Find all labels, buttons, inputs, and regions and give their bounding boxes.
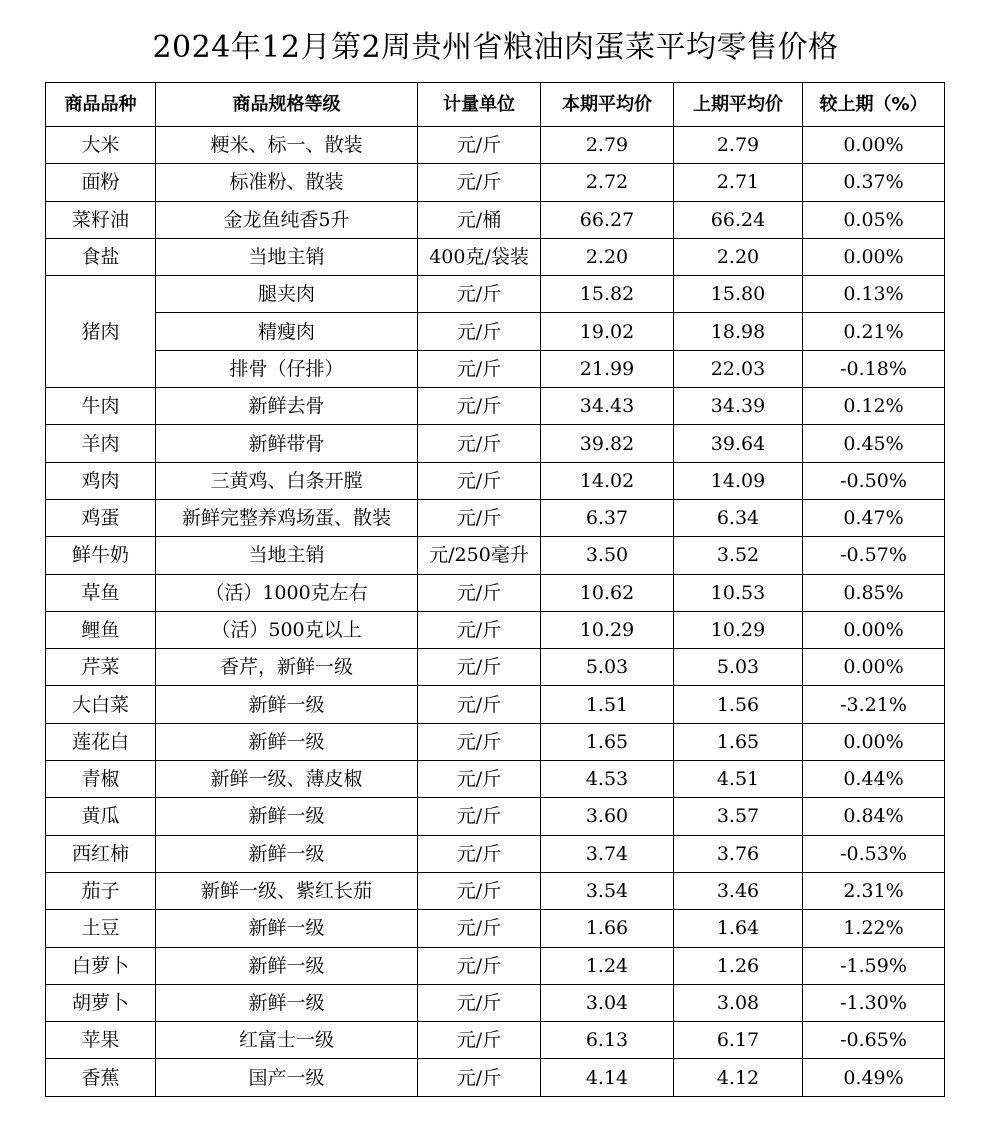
table-row <box>46 537 945 574</box>
cell-spec: 排骨（仔排） <box>156 350 418 387</box>
table-row <box>46 350 945 387</box>
table-row <box>46 499 945 536</box>
table-row <box>46 127 945 164</box>
cell-current-price: 14.02 <box>541 462 674 499</box>
cell-unit: 元/斤 <box>418 499 541 536</box>
cell-current-price: 10.29 <box>541 611 674 648</box>
cell-current-price: 3.60 <box>541 798 674 835</box>
table-row <box>46 761 945 798</box>
cell-spec: 新鲜一级、紫红长茄 <box>156 872 418 909</box>
cell-spec: 红富士一级 <box>156 1022 418 1059</box>
cell-spec: 精瘦肉 <box>156 313 418 350</box>
page-title: 2024年12月第2周贵州省粮油肉蛋菜平均零售价格 <box>152 30 839 65</box>
cell-unit: 元/斤 <box>418 1059 541 1096</box>
cell-current-price: 66.27 <box>541 201 674 238</box>
cell-current-price: 4.14 <box>541 1059 674 1096</box>
cell-spec: 新鲜去骨 <box>156 388 418 425</box>
cell-previous-price: 6.17 <box>674 1022 803 1059</box>
cell-previous-price: 2.79 <box>674 127 803 164</box>
cell-unit: 元/斤 <box>418 686 541 723</box>
table-row <box>46 164 945 201</box>
cell-unit: 元/斤 <box>418 1022 541 1059</box>
cell-spec: 新鲜带骨 <box>156 425 418 462</box>
table-row <box>46 388 945 425</box>
cell-previous-price: 10.53 <box>674 574 803 611</box>
cell-change: 0.00% <box>803 127 945 164</box>
cell-previous-price: 3.57 <box>674 798 803 835</box>
cell-previous-price: 2.20 <box>674 238 803 275</box>
cell-change: 0.44% <box>803 761 945 798</box>
header-row <box>46 83 945 127</box>
cell-product: 苹果 <box>46 1022 156 1059</box>
cell-previous-price: 15.80 <box>674 276 803 313</box>
cell-change: 0.13% <box>803 276 945 313</box>
cell-change: 1.22% <box>803 910 945 947</box>
table-row <box>46 201 945 238</box>
cell-previous-price: 1.56 <box>674 686 803 723</box>
cell-change: 0.37% <box>803 164 945 201</box>
cell-change: 0.00% <box>803 611 945 648</box>
cell-previous-price: 4.51 <box>674 761 803 798</box>
cell-product: 胡萝卜 <box>46 984 156 1021</box>
cell-change: -0.50% <box>803 462 945 499</box>
cell-unit: 元/250毫升 <box>418 537 541 574</box>
cell-current-price: 21.99 <box>541 350 674 387</box>
cell-spec: 新鲜一级 <box>156 984 418 1021</box>
cell-previous-price: 4.12 <box>674 1059 803 1096</box>
cell-current-price: 19.02 <box>541 313 674 350</box>
cell-previous-price: 34.39 <box>674 388 803 425</box>
cell-change: 0.00% <box>803 649 945 686</box>
cell-product: 茄子 <box>46 872 156 909</box>
cell-unit: 元/斤 <box>418 835 541 872</box>
cell-change: -0.18% <box>803 350 945 387</box>
cell-unit: 元/斤 <box>418 127 541 164</box>
cell-product: 面粉 <box>46 164 156 201</box>
cell-current-price: 3.54 <box>541 872 674 909</box>
cell-spec: 新鲜一级 <box>156 947 418 984</box>
cell-unit: 元/斤 <box>418 388 541 425</box>
table-row <box>46 910 945 947</box>
cell-spec: 当地主销 <box>156 238 418 275</box>
header-change: 较上期（%） <box>803 83 945 127</box>
cell-change: 0.05% <box>803 201 945 238</box>
cell-change: 0.00% <box>803 238 945 275</box>
table-row <box>46 574 945 611</box>
cell-current-price: 1.65 <box>541 723 674 760</box>
cell-change: -0.65% <box>803 1022 945 1059</box>
cell-current-price: 5.03 <box>541 649 674 686</box>
table-body <box>46 127 945 1097</box>
table-row <box>46 835 945 872</box>
cell-product: 黄瓜 <box>46 798 156 835</box>
cell-current-price: 4.53 <box>541 761 674 798</box>
cell-change: 0.21% <box>803 313 945 350</box>
cell-current-price: 3.74 <box>541 835 674 872</box>
table-row <box>46 276 945 313</box>
cell-spec: 新鲜一级 <box>156 686 418 723</box>
cell-spec: 新鲜一级 <box>156 835 418 872</box>
cell-spec: （活）1000克左右 <box>156 574 418 611</box>
table-row <box>46 649 945 686</box>
cell-current-price: 2.72 <box>541 164 674 201</box>
cell-product: 大白菜 <box>46 686 156 723</box>
cell-unit: 元/桶 <box>418 201 541 238</box>
cell-unit: 元/斤 <box>418 164 541 201</box>
cell-spec: 新鲜一级、薄皮椒 <box>156 761 418 798</box>
cell-product: 鸡肉 <box>46 462 156 499</box>
cell-product: 大米 <box>46 127 156 164</box>
cell-unit: 元/斤 <box>418 611 541 648</box>
cell-change: -0.57% <box>803 537 945 574</box>
cell-unit: 元/斤 <box>418 350 541 387</box>
table-row <box>46 611 945 648</box>
header-spec: 商品规格等级 <box>156 83 418 127</box>
table-row <box>46 1059 945 1096</box>
cell-product: 牛肉 <box>46 388 156 425</box>
cell-unit: 元/斤 <box>418 276 541 313</box>
cell-change: 0.12% <box>803 388 945 425</box>
cell-spec: 腿夹肉 <box>156 276 418 313</box>
cell-unit: 元/斤 <box>418 574 541 611</box>
cell-previous-price: 1.65 <box>674 723 803 760</box>
cell-previous-price: 1.64 <box>674 910 803 947</box>
cell-product: 莲花白 <box>46 723 156 760</box>
cell-spec: 当地主销 <box>156 537 418 574</box>
header-unit: 计量单位 <box>418 83 541 127</box>
cell-unit: 元/斤 <box>418 723 541 760</box>
cell-previous-price: 14.09 <box>674 462 803 499</box>
header-current-price: 本期平均价 <box>541 83 674 127</box>
cell-spec: 新鲜一级 <box>156 723 418 760</box>
price-table <box>45 82 945 1097</box>
table-row <box>46 1022 945 1059</box>
cell-spec: 新鲜一级 <box>156 798 418 835</box>
cell-product: 猪肉 <box>46 276 156 388</box>
cell-change: -1.59% <box>803 947 945 984</box>
cell-spec: 新鲜一级 <box>156 910 418 947</box>
cell-change: 0.84% <box>803 798 945 835</box>
cell-previous-price: 66.24 <box>674 201 803 238</box>
table-row <box>46 723 945 760</box>
cell-unit: 元/斤 <box>418 872 541 909</box>
cell-product: 菜籽油 <box>46 201 156 238</box>
cell-previous-price: 3.76 <box>674 835 803 872</box>
cell-change: 0.45% <box>803 425 945 462</box>
cell-product: 白萝卜 <box>46 947 156 984</box>
cell-current-price: 2.20 <box>541 238 674 275</box>
table-row <box>46 686 945 723</box>
cell-change: 0.00% <box>803 723 945 760</box>
cell-previous-price: 39.64 <box>674 425 803 462</box>
cell-unit: 元/斤 <box>418 649 541 686</box>
cell-unit: 元/斤 <box>418 425 541 462</box>
cell-current-price: 39.82 <box>541 425 674 462</box>
cell-spec: 三黄鸡、白条开膛 <box>156 462 418 499</box>
table-row <box>46 872 945 909</box>
cell-unit: 400克/袋装 <box>418 238 541 275</box>
cell-current-price: 3.04 <box>541 984 674 1021</box>
cell-change: 2.31% <box>803 872 945 909</box>
cell-previous-price: 1.26 <box>674 947 803 984</box>
cell-product: 食盐 <box>46 238 156 275</box>
header-product: 商品品种 <box>46 83 156 127</box>
cell-unit: 元/斤 <box>418 462 541 499</box>
cell-product: 芹菜 <box>46 649 156 686</box>
cell-previous-price: 22.03 <box>674 350 803 387</box>
cell-product: 鸡蛋 <box>46 499 156 536</box>
cell-unit: 元/斤 <box>418 798 541 835</box>
cell-product: 青椒 <box>46 761 156 798</box>
cell-product: 鲜牛奶 <box>46 537 156 574</box>
cell-change: -1.30% <box>803 984 945 1021</box>
table-row <box>46 798 945 835</box>
cell-change: 0.47% <box>803 499 945 536</box>
cell-spec: 金龙鱼纯香5升 <box>156 201 418 238</box>
cell-previous-price: 5.03 <box>674 649 803 686</box>
cell-current-price: 3.50 <box>541 537 674 574</box>
cell-previous-price: 10.29 <box>674 611 803 648</box>
cell-product: 香蕉 <box>46 1059 156 1096</box>
table-row <box>46 947 945 984</box>
cell-previous-price: 2.71 <box>674 164 803 201</box>
cell-product: 草鱼 <box>46 574 156 611</box>
table-row <box>46 462 945 499</box>
cell-previous-price: 3.46 <box>674 872 803 909</box>
cell-product: 土豆 <box>46 910 156 947</box>
cell-previous-price: 6.34 <box>674 499 803 536</box>
cell-change: 0.49% <box>803 1059 945 1096</box>
cell-product: 西红柿 <box>46 835 156 872</box>
cell-spec: 国产一级 <box>156 1059 418 1096</box>
cell-current-price: 1.51 <box>541 686 674 723</box>
cell-spec: 香芹，新鲜一级 <box>156 649 418 686</box>
cell-spec: 粳米、标一、散装 <box>156 127 418 164</box>
cell-unit: 元/斤 <box>418 313 541 350</box>
cell-current-price: 6.37 <box>541 499 674 536</box>
cell-current-price: 6.13 <box>541 1022 674 1059</box>
cell-unit: 元/斤 <box>418 910 541 947</box>
cell-product: 鲤鱼 <box>46 611 156 648</box>
table-row <box>46 425 945 462</box>
cell-change: -0.53% <box>803 835 945 872</box>
cell-change: 0.85% <box>803 574 945 611</box>
cell-previous-price: 3.52 <box>674 537 803 574</box>
cell-unit: 元/斤 <box>418 984 541 1021</box>
cell-product: 羊肉 <box>46 425 156 462</box>
cell-current-price: 10.62 <box>541 574 674 611</box>
table-row <box>46 984 945 1021</box>
cell-spec: （活）500克以上 <box>156 611 418 648</box>
table-row <box>46 238 945 275</box>
cell-spec: 标准粉、散装 <box>156 164 418 201</box>
header-previous-price: 上期平均价 <box>674 83 803 127</box>
cell-spec: 新鲜完整养鸡场蛋、散装 <box>156 499 418 536</box>
table-row <box>46 313 945 350</box>
cell-current-price: 34.43 <box>541 388 674 425</box>
cell-current-price: 1.24 <box>541 947 674 984</box>
cell-current-price: 1.66 <box>541 910 674 947</box>
cell-previous-price: 18.98 <box>674 313 803 350</box>
cell-current-price: 15.82 <box>541 276 674 313</box>
cell-change: -3.21% <box>803 686 945 723</box>
cell-previous-price: 3.08 <box>674 984 803 1021</box>
cell-current-price: 2.79 <box>541 127 674 164</box>
cell-unit: 元/斤 <box>418 761 541 798</box>
cell-unit: 元/斤 <box>418 947 541 984</box>
